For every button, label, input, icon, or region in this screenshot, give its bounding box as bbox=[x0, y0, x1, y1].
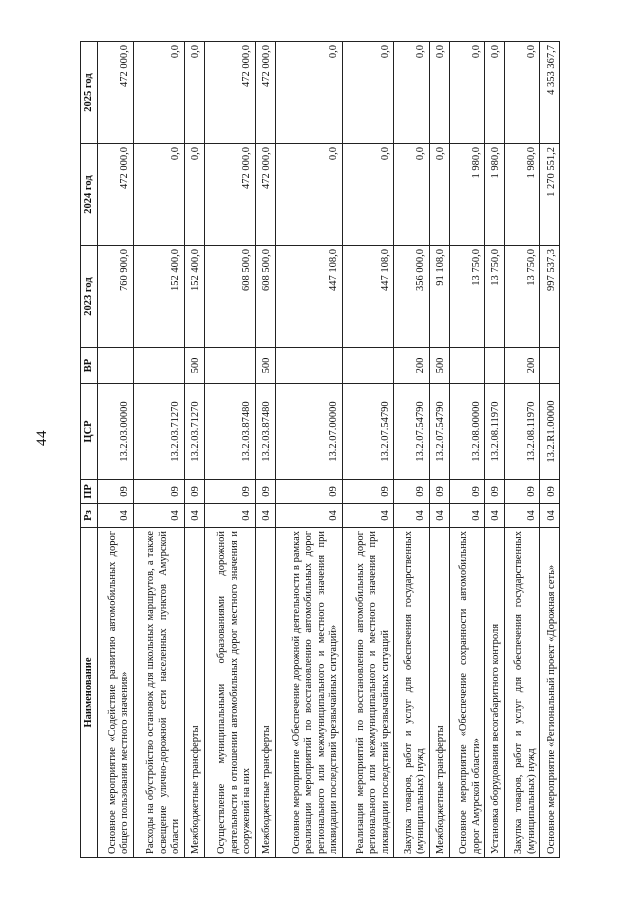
column-header-2024: 2024 год bbox=[81, 144, 98, 246]
column-header-name: Наименование bbox=[81, 528, 98, 858]
cell-pr: 09 bbox=[133, 480, 184, 504]
cell-pr: 09 bbox=[98, 480, 134, 504]
cell-2024: 0,0 bbox=[133, 144, 184, 246]
cell-rz: 04 bbox=[449, 504, 485, 528]
rotated-table-wrapper bbox=[80, 42, 560, 858]
cell-rz: 04 bbox=[485, 504, 505, 528]
cell-rz: 04 bbox=[429, 504, 449, 528]
cell-2024: 0,0 bbox=[429, 144, 449, 246]
cell-vr bbox=[275, 348, 342, 384]
cell-csr: 13.2.03.71270 bbox=[184, 384, 204, 480]
cell-pr: 09 bbox=[275, 480, 342, 504]
cell-2024: 0,0 bbox=[275, 144, 342, 246]
column-header-rz: Рз bbox=[81, 504, 98, 528]
cell-2023: 152 400,0 bbox=[133, 246, 184, 348]
table-row bbox=[485, 42, 505, 858]
cell-name: Закупка товаров, работ и услуг для обеспечения государственных (муниципальных) нужд bbox=[394, 528, 430, 858]
cell-2025: 472 000,0 bbox=[204, 42, 255, 144]
cell-2023: 447 108,0 bbox=[275, 246, 342, 348]
cell-2025: 0,0 bbox=[133, 42, 184, 144]
cell-csr: 13.2.03.71270 bbox=[133, 384, 184, 480]
cell-2024: 1 980,0 bbox=[449, 144, 485, 246]
table-row bbox=[540, 42, 560, 858]
cell-name: Межбюджетные трансферты bbox=[429, 528, 449, 858]
cell-2025: 0,0 bbox=[275, 42, 342, 144]
table-row bbox=[204, 42, 255, 858]
table-row bbox=[98, 42, 134, 858]
cell-rz: 04 bbox=[394, 504, 430, 528]
cell-pr: 09 bbox=[504, 480, 540, 504]
cell-2024: 1 980,0 bbox=[504, 144, 540, 246]
cell-name: Межбюджетные трансферты bbox=[255, 528, 275, 858]
cell-vr bbox=[449, 348, 485, 384]
cell-2025: 0,0 bbox=[342, 42, 393, 144]
cell-csr: 13.2.07.54790 bbox=[342, 384, 393, 480]
cell-2025: 0,0 bbox=[394, 42, 430, 144]
cell-csr: 13.2.08.11970 bbox=[485, 384, 505, 480]
cell-vr: 200 bbox=[504, 348, 540, 384]
cell-2025: 0,0 bbox=[429, 42, 449, 144]
cell-rz: 04 bbox=[540, 504, 560, 528]
column-header-2023: 2023 год bbox=[81, 246, 98, 348]
cell-csr: 13.2.08.11970 bbox=[504, 384, 540, 480]
cell-2023: 447 108,0 bbox=[342, 246, 393, 348]
cell-2023: 13 750,0 bbox=[485, 246, 505, 348]
cell-name: Расходы на обустройство остановок для школьных маршрутов, а также освещение улично-дорожной сети населенных пунктов Амурской области bbox=[133, 528, 184, 858]
cell-vr: 500 bbox=[429, 348, 449, 384]
cell-rz: 04 bbox=[255, 504, 275, 528]
cell-csr: 13.2.03.87480 bbox=[204, 384, 255, 480]
cell-2023: 91 108,0 bbox=[429, 246, 449, 348]
cell-name: Установка оборудования весогабаритного контроля bbox=[485, 528, 505, 858]
cell-vr bbox=[342, 348, 393, 384]
cell-2025: 0,0 bbox=[485, 42, 505, 144]
cell-2024: 1 980,0 bbox=[485, 144, 505, 246]
cell-pr: 09 bbox=[204, 480, 255, 504]
cell-vr: 500 bbox=[255, 348, 275, 384]
cell-vr bbox=[204, 348, 255, 384]
cell-csr: 13.2.08.00000 bbox=[449, 384, 485, 480]
cell-2024: 472 000,0 bbox=[255, 144, 275, 246]
column-header-csr: ЦСР bbox=[81, 384, 98, 480]
cell-pr: 09 bbox=[342, 480, 393, 504]
table-row bbox=[504, 42, 540, 858]
cell-name: Закупка товаров, работ и услуг для обеспечения государственных (муниципальных) нужд bbox=[504, 528, 540, 858]
cell-pr: 09 bbox=[255, 480, 275, 504]
cell-rz: 04 bbox=[184, 504, 204, 528]
cell-2025: 0,0 bbox=[449, 42, 485, 144]
column-header-pr: ПР bbox=[81, 480, 98, 504]
cell-csr: 13.2.07.00000 bbox=[275, 384, 342, 480]
cell-pr: 09 bbox=[449, 480, 485, 504]
table-row bbox=[255, 42, 275, 858]
table-row bbox=[342, 42, 393, 858]
page-number: 44 bbox=[34, 430, 50, 446]
cell-csr: 13.2.03.87480 bbox=[255, 384, 275, 480]
cell-2024: 0,0 bbox=[342, 144, 393, 246]
cell-rz: 04 bbox=[98, 504, 134, 528]
cell-vr: 200 bbox=[394, 348, 430, 384]
table-row bbox=[449, 42, 485, 858]
cell-rz: 04 bbox=[133, 504, 184, 528]
cell-2024: 0,0 bbox=[394, 144, 430, 246]
cell-rz: 04 bbox=[342, 504, 393, 528]
cell-2024: 472 000,0 bbox=[204, 144, 255, 246]
cell-pr: 09 bbox=[394, 480, 430, 504]
column-header-vr: ВР bbox=[81, 348, 98, 384]
cell-2025: 4 353 367,7 bbox=[540, 42, 560, 144]
cell-2024: 0,0 bbox=[184, 144, 204, 246]
cell-2025: 472 000,0 bbox=[98, 42, 134, 144]
cell-pr: 09 bbox=[429, 480, 449, 504]
cell-2023: 13 750,0 bbox=[504, 246, 540, 348]
cell-2025: 472 000,0 bbox=[255, 42, 275, 144]
cell-2023: 152 400,0 bbox=[184, 246, 204, 348]
cell-pr: 09 bbox=[485, 480, 505, 504]
cell-name: Основное мероприятие «Региональный проект «Дорожная сеть» bbox=[540, 528, 560, 858]
cell-2023: 356 000,0 bbox=[394, 246, 430, 348]
cell-vr bbox=[540, 348, 560, 384]
cell-csr: 13.2.07.54790 bbox=[394, 384, 430, 480]
cell-name: Основное мероприятие «Содействие развитию автомобильных дорог общего пользования местного значения» bbox=[98, 528, 134, 858]
cell-name: Межбюджетные трансферты bbox=[184, 528, 204, 858]
cell-vr bbox=[485, 348, 505, 384]
cell-2025: 0,0 bbox=[184, 42, 204, 144]
cell-csr: 13.2.03.00000 bbox=[98, 384, 134, 480]
cell-rz: 04 bbox=[275, 504, 342, 528]
column-header-2025: 2025 год bbox=[81, 42, 98, 144]
cell-vr: 500 bbox=[184, 348, 204, 384]
cell-rz: 04 bbox=[204, 504, 255, 528]
cell-csr: 13.2.R1.00000 bbox=[540, 384, 560, 480]
cell-2023: 608 500,0 bbox=[204, 246, 255, 348]
cell-2024: 472 000,0 bbox=[98, 144, 134, 246]
table-row bbox=[394, 42, 430, 858]
table-row bbox=[429, 42, 449, 858]
cell-csr: 13.2.07.54790 bbox=[429, 384, 449, 480]
cell-2024: 1 270 551,2 bbox=[540, 144, 560, 246]
cell-name: Реализация мероприятий по восстановлению автомобильных дорог регионального или межмуниципального и местного значения при ликвидации последствий чрезвычайных ситуаций bbox=[342, 528, 393, 858]
table-row bbox=[184, 42, 204, 858]
table-row bbox=[133, 42, 184, 858]
cell-2023: 760 900,0 bbox=[98, 246, 134, 348]
cell-2025: 0,0 bbox=[504, 42, 540, 144]
table-header-row bbox=[81, 42, 98, 858]
cell-rz: 04 bbox=[504, 504, 540, 528]
table-row bbox=[275, 42, 342, 858]
cell-vr bbox=[98, 348, 134, 384]
cell-2023: 13 750,0 bbox=[449, 246, 485, 348]
cell-2023: 608 500,0 bbox=[255, 246, 275, 348]
cell-2023: 997 537,3 bbox=[540, 246, 560, 348]
table-body bbox=[98, 42, 560, 858]
budget-table bbox=[80, 41, 560, 858]
cell-pr: 09 bbox=[540, 480, 560, 504]
cell-pr: 09 bbox=[184, 480, 204, 504]
cell-name: Осуществление муниципальными образованиями дорожной деятельности в отношении автомобильных дорог местного значения и сооружений на них bbox=[204, 528, 255, 858]
cell-name: Основное мероприятие «Обеспечение сохранности автомобильных дорог Амурской области» bbox=[449, 528, 485, 858]
cell-name: Основное мероприятие «Обеспечение дорожной деятельности в рамках реализации мероприятий по восстановлению автомобильных дорог регионального или межмуниципального и местного значения при ликвидации последствий чрезвычайных ситуаций» bbox=[275, 528, 342, 858]
cell-vr bbox=[133, 348, 184, 384]
